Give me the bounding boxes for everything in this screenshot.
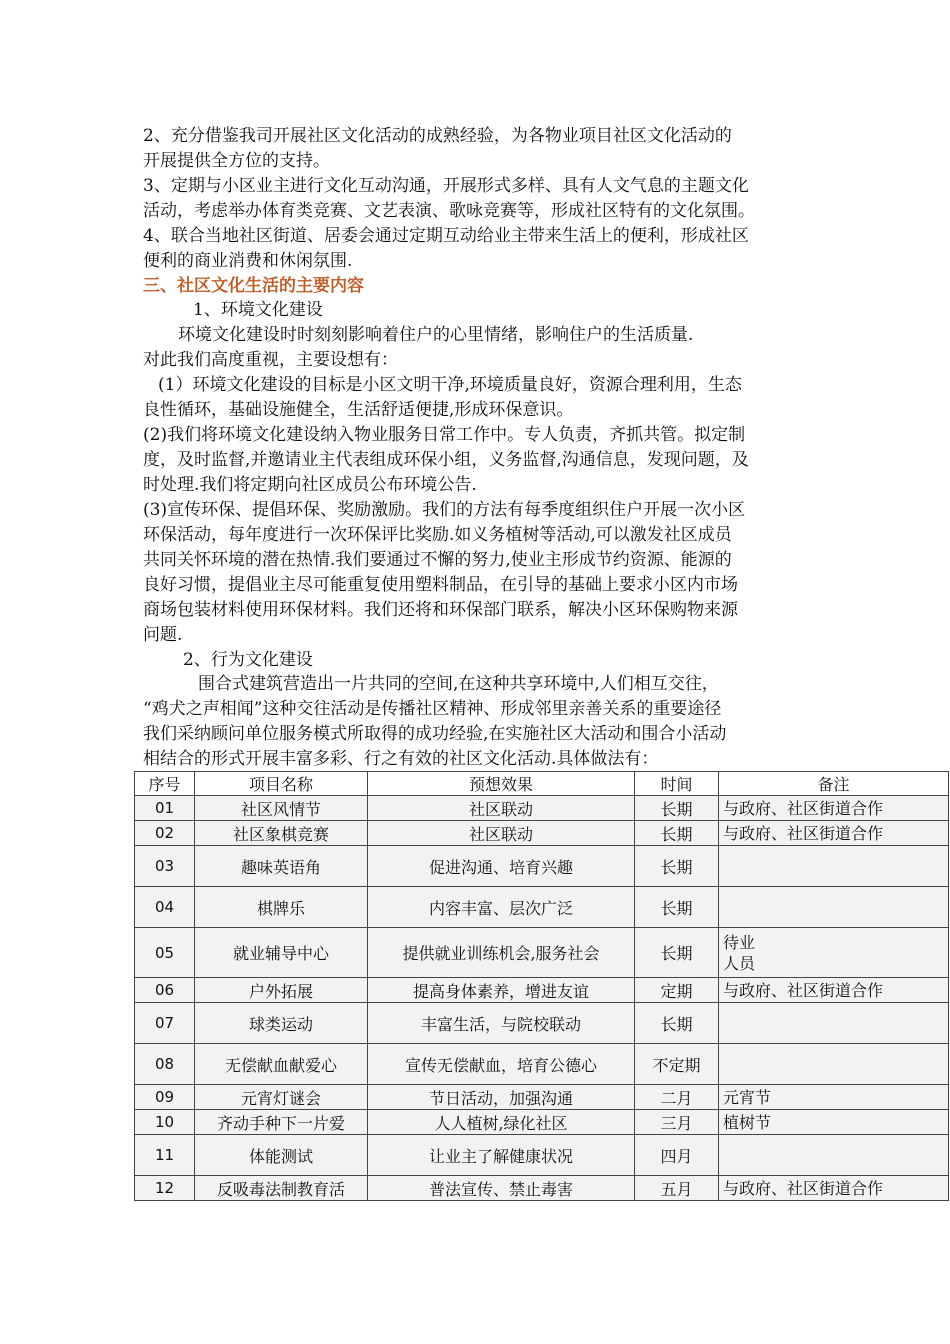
project-name: 齐动手种下一片爱 (195, 1110, 368, 1135)
project-name: 户外拓展 (195, 978, 368, 1003)
schedule: 长期 (635, 796, 719, 821)
paragraph-line: 围合式建筑营造出一片共同的空间,在这种共享环境中,人们相互交往， (198, 674, 719, 694)
paragraph-line: 开展提供全方位的支持。 (143, 151, 330, 171)
paragraph-line: 度，及时监督,并邀请业主代表组成环保小组，义务监督,沟通信息，发现问题，及 (143, 450, 749, 470)
paragraph-line: 共同关怀环境的潜在热情.我们要通过不懈的努力,使业主形成节约资源、能源的 (143, 550, 732, 570)
schedule: 长期 (635, 1003, 719, 1044)
schedule: 定期 (635, 978, 719, 1003)
table-row (135, 796, 949, 821)
row-number: 08 (135, 1044, 195, 1085)
remark (719, 1044, 949, 1085)
activity-table (134, 771, 949, 1201)
schedule: 五月 (635, 1176, 719, 1201)
paragraph-line: 相结合的形式开展丰富多彩、行之有效的社区文化活动.具体做法有： (143, 749, 659, 769)
column-header: 备注 (719, 772, 949, 796)
table-row (135, 978, 949, 1003)
paragraph-line: 环保活动，每年度进行一次环保评比奖励.如义务植树等活动,可以激发社区成员 (143, 525, 732, 545)
paragraph-line: (3)宣传环保、提倡环保、奖励激励。我们的方法有每季度组织住户开展一次小区 (143, 500, 746, 520)
remark: 与政府、社区街道合作 (719, 821, 949, 846)
paragraph-line: 3、定期与小区业主进行文化互动沟通，开展形式多样、具有人文气息的主题文化 (143, 176, 749, 196)
row-number: 01 (135, 796, 195, 821)
remark (719, 1135, 949, 1176)
expected-effect: 内容丰富、层次广泛 (368, 887, 635, 928)
row-number: 10 (135, 1110, 195, 1135)
paragraph-line: 2、充分借鉴我司开展社区文化活动的成熟经验，为各物业项目社区文化活动的 (143, 126, 732, 146)
table-row (135, 1003, 949, 1044)
remark: 与政府、社区街道合作 (719, 978, 949, 1003)
section-heading: 三、社区文化生活的主要内容 (143, 276, 364, 296)
remark: 与政府、社区街道合作 (719, 796, 949, 821)
row-number: 03 (135, 846, 195, 887)
column-header: 时间 (635, 772, 719, 796)
row-number: 02 (135, 821, 195, 846)
schedule: 四月 (635, 1135, 719, 1176)
paragraph-line: 问题. (143, 625, 183, 645)
table-row (135, 887, 949, 928)
schedule: 三月 (635, 1110, 719, 1135)
column-header: 项目名称 (195, 772, 368, 796)
schedule: 长期 (635, 887, 719, 928)
remark: 植树节 (719, 1110, 949, 1135)
expected-effect: 促进沟通、培育兴趣 (368, 846, 635, 887)
remark (719, 1003, 949, 1044)
expected-effect: 普法宣传、禁止毒害 (368, 1176, 635, 1201)
project-name: 无偿献血献爱心 (195, 1044, 368, 1085)
paragraph-line: 商场包装材料使用环保材料。我们还将和环保部门联系，解决小区环保购物来源 (143, 600, 738, 620)
paragraph-line: 良好习惯，提倡业主尽可能重复使用塑料制品，在引导的基础上要求小区内市场 (143, 575, 738, 595)
remark: 元宵节 (719, 1085, 949, 1110)
expected-effect: 提高身体素养，增进友谊 (368, 978, 635, 1003)
row-number: 11 (135, 1135, 195, 1176)
table-row (135, 821, 949, 846)
project-name: 趣味英语角 (195, 846, 368, 887)
table-row (135, 1135, 949, 1176)
schedule: 二月 (635, 1085, 719, 1110)
paragraph-line: 良性循环，基础设施健全，生活舒适便捷,形成环保意识。 (143, 400, 574, 420)
project-name: 社区风情节 (195, 796, 368, 821)
schedule: 不定期 (635, 1044, 719, 1085)
subsection-heading: 1、环境文化建设 (193, 300, 323, 320)
paragraph-line: 活动，考虑举办体育类竞赛、文艺表演、歌咏竞赛等，形成社区特有的文化氛围。 (143, 201, 755, 221)
project-name: 体能测试 (195, 1135, 368, 1176)
schedule: 长期 (635, 846, 719, 887)
expected-effect: 社区联动 (368, 796, 635, 821)
remark: 与政府、社区街道合作 (719, 1176, 949, 1201)
remark: 待业 人员 (719, 928, 949, 978)
paragraph-line: “鸡犬之声相闻”这种交往活动是传播社区精神、形成邻里亲善关系的重要途径 (143, 699, 722, 719)
paragraph-line: 便利的商业消费和休闲氛围. (143, 251, 353, 271)
project-name: 社区象棋竞赛 (195, 821, 368, 846)
project-name: 球类运动 (195, 1003, 368, 1044)
project-name: 就业辅导中心 (195, 928, 368, 978)
row-number: 09 (135, 1085, 195, 1110)
subsection-heading: 2、行为文化建设 (183, 650, 313, 670)
project-name: 元宵灯谜会 (195, 1085, 368, 1110)
remark (719, 887, 949, 928)
paragraph-line: 对此我们高度重视，主要设想有： (143, 350, 398, 370)
table-row (135, 846, 949, 887)
row-number: 05 (135, 928, 195, 978)
row-number: 07 (135, 1003, 195, 1044)
paragraph-line: 环境文化建设时时刻刻影响着住户的心里情绪，影响住户的生活质量. (178, 325, 694, 345)
column-header: 序号 (135, 772, 195, 796)
schedule: 长期 (635, 928, 719, 978)
paragraph-line: 时处理.我们将定期向社区成员公布环境公告. (143, 475, 477, 495)
table-row (135, 928, 949, 978)
expected-effect: 宣传无偿献血，培育公德心 (368, 1044, 635, 1085)
row-number: 04 (135, 887, 195, 928)
column-header: 预想效果 (368, 772, 635, 796)
expected-effect: 让业主了解健康状况 (368, 1135, 635, 1176)
project-name: 棋牌乐 (195, 887, 368, 928)
expected-effect: 人人植树,绿化社区 (368, 1110, 635, 1135)
project-name: 反吸毒法制教育活 (195, 1176, 368, 1201)
table-row (135, 1044, 949, 1085)
paragraph-line: 我们采纳顾问单位服务模式所取得的成功经验,在实施社区大活动和围合小活动 (143, 724, 727, 744)
paragraph-line: 4、联合当地社区街道、居委会通过定期互动给业主带来生活上的便利，形成社区 (143, 226, 749, 246)
row-number: 12 (135, 1176, 195, 1201)
table-row (135, 1176, 949, 1201)
schedule: 长期 (635, 821, 719, 846)
table-row (135, 1085, 949, 1110)
paragraph-line: (1）环境文化建设的目标是小区文明干净,环境质量良好，资源合理利用，生态 (158, 375, 742, 395)
table-row (135, 1110, 949, 1135)
expected-effect: 丰富生活，与院校联动 (368, 1003, 635, 1044)
expected-effect: 提供就业训练机会,服务社会 (368, 928, 635, 978)
remark (719, 846, 949, 887)
table-header-row (135, 772, 949, 796)
expected-effect: 社区联动 (368, 821, 635, 846)
expected-effect: 节日活动，加强沟通 (368, 1085, 635, 1110)
paragraph-line: (2)我们将环境文化建设纳入物业服务日常工作中。专人负责，齐抓共管。拟定制 (143, 425, 746, 445)
row-number: 06 (135, 978, 195, 1003)
